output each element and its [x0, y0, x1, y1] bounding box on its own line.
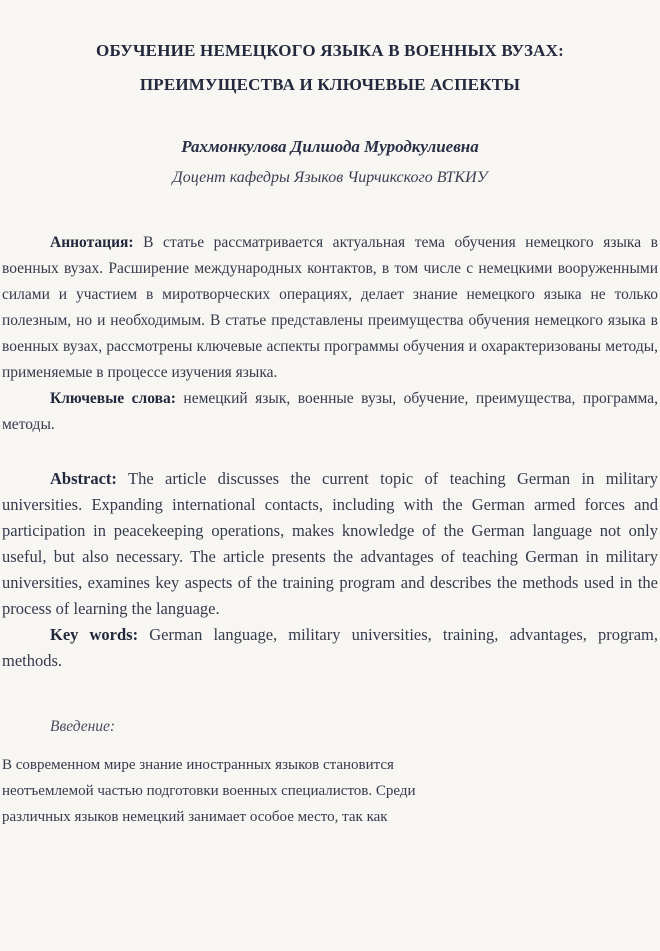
- introduction-line-3: различных языков немецкий занимает особое место, так как: [2, 809, 388, 825]
- abstract-label: Abstract:: [50, 469, 117, 488]
- annotation-text: В статье рассматривается актуальная тема обучения немецкого языка в военных вузах. Расширение международных контактов, в том числе с немецкими вооруженными силами и участием в миротворческих операциях, делает знание немецкого языка не только полезным, но и необходимым. В статье представлены преимущества обучения немецкого языка в военных вузах, рассмотрены ключевые аспекты программы обучения и охарактеризованы методы, применяемые в процессе изучения языка.: [2, 234, 658, 381]
- introduction-text: [2, 752, 658, 830]
- keywords-en-text: German language, military universities, training, advantages, program, methods.: [2, 625, 658, 670]
- keywords-ru-label: Ключевые слова:: [50, 390, 176, 407]
- keywords-en-paragraph: [2, 622, 658, 674]
- introduction-line-2: неотъемлемой частью подготовки военных специалистов. Среди: [2, 783, 416, 799]
- introduction-line-1: В современном мире знание иностранных языков становится: [2, 757, 394, 773]
- author-affiliation: Доцент кафедры Языков Чирчикского ВТКИУ: [172, 169, 488, 186]
- author-name: Рахмонкулова Дилшода Муродкулиевна: [181, 137, 479, 156]
- keywords-en-label: Key words:: [50, 625, 139, 644]
- keywords-ru-text: немецкий язык, военные вузы, обучение, преимущества, программа, методы.: [2, 390, 658, 433]
- keywords-ru-paragraph: [2, 386, 658, 438]
- introduction-heading: Введение:: [50, 718, 116, 735]
- paper-title: [2, 0, 658, 102]
- annotation-paragraph: [2, 230, 658, 386]
- abstract-text: The article discusses the current topic of teaching German in military universities. Expanding international contacts, including with the German armed forces and participation in peacekeeping operations, makes knowledge of the German language not only useful, but also necessary. The article presents the advantages of teaching German in military universities, examines key aspects of the training program and describes the methods used in the process of learning the language.: [2, 469, 658, 618]
- abstract-paragraph: [2, 466, 658, 622]
- title-line-1: ОБУЧЕНИЕ НЕМЕЦКОГО ЯЗЫКА В ВОЕННЫХ ВУЗАХ:: [96, 41, 564, 60]
- title-line-2: ПРЕИМУЩЕСТВА И КЛЮЧЕВЫЕ АСПЕКТЫ: [139, 75, 521, 94]
- annotation-label: Аннотация:: [50, 234, 134, 251]
